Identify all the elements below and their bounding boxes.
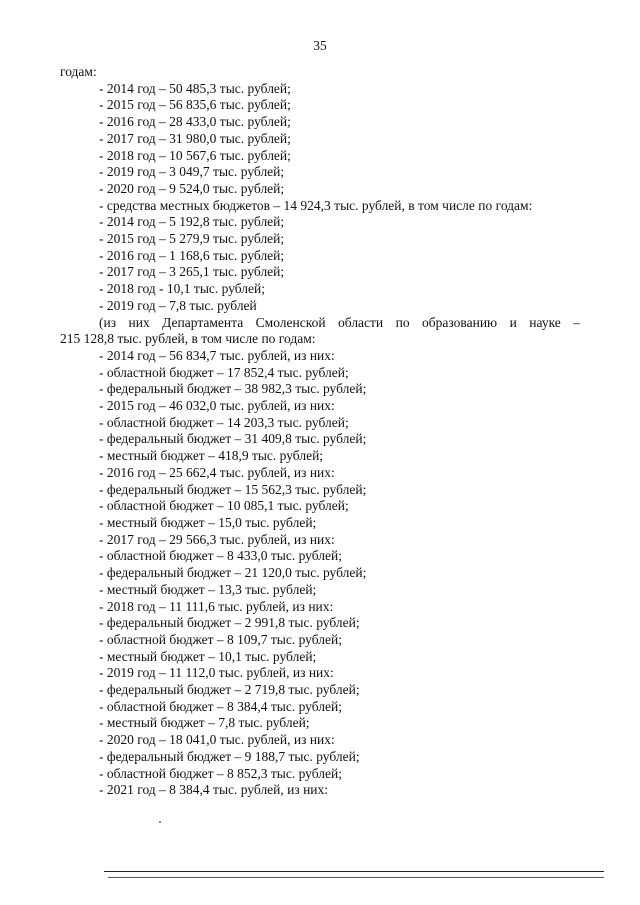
page-number: 35 xyxy=(313,38,327,53)
text-line: - 2017 год – 29 566,3 тыс. рублей, из них: xyxy=(99,531,335,547)
text-line: - областной бюджет – 8 852,3 тыс. рублей; xyxy=(99,765,342,781)
text-line: - 2019 год – 11 112,0 тыс. рублей, из них: xyxy=(99,665,334,681)
text-line: - областной бюджет – 8 109,7 тыс. рублей; xyxy=(99,631,342,647)
text-line: - местный бюджет – 10,1 тыс. рублей; xyxy=(99,648,317,664)
text-line: - федеральный бюджет – 15 562,3 тыс. рублей; xyxy=(99,481,367,497)
text-line: - 2019 год – 3 049,7 тыс. рублей; xyxy=(99,164,285,180)
text-line: - местный бюджет – 13,3 тыс. рублей; xyxy=(99,581,317,597)
text-line: - местный бюджет – 15,0 тыс. рублей; xyxy=(99,514,317,530)
footer-rule-secondary xyxy=(108,877,604,878)
text-line: (из них Департамента Смоленской области по образованию и науке – xyxy=(99,314,580,330)
text-line: - 2018 год – 10 567,6 тыс. рублей; xyxy=(99,147,291,163)
text-line: - 2015 год – 5 279,9 тыс. рублей; xyxy=(99,231,285,247)
text-line: 215 128,8 тыс. рублей, в том числе по годам: xyxy=(60,331,316,347)
text-line: - 2017 год – 31 980,0 тыс. рублей; xyxy=(99,130,291,146)
text-line: - областной бюджет – 8 384,4 тыс. рублей; xyxy=(99,698,342,714)
text-line: - областной бюджет – 17 852,4 тыс. рублей; xyxy=(99,364,349,380)
text-line: - 2020 год – 9 524,0 тыс. рублей; xyxy=(99,180,285,196)
text-line: - 2018 год – 11 111,6 тыс. рублей, из них: xyxy=(99,598,334,614)
text-line: - 2021 год – 8 384,4 тыс. рублей, из них: xyxy=(99,782,329,798)
text-line: - 2016 год – 28 433,0 тыс. рублей; xyxy=(99,114,291,130)
text-line: - 2015 год – 56 835,6 тыс. рублей; xyxy=(99,97,291,113)
text-line: - федеральный бюджет – 2 719,8 тыс. рублей; xyxy=(99,682,360,698)
text-line: - 2016 год – 1 168,6 тыс. рублей; xyxy=(99,247,285,263)
text-line: - областной бюджет – 14 203,3 тыс. рублей; xyxy=(99,414,349,430)
text-line: - федеральный бюджет – 38 982,3 тыс. рублей; xyxy=(99,381,367,397)
scan-speck xyxy=(159,821,161,823)
text-line: - 2014 год – 56 834,7 тыс. рублей, из них: xyxy=(99,347,335,363)
text-line: - 2014 год – 5 192,8 тыс. рублей; xyxy=(99,214,285,230)
text-line: - 2019 год – 7,8 тыс. рублей xyxy=(99,297,257,313)
document-body xyxy=(60,64,580,799)
text-line: - 2016 год – 25 662,4 тыс. рублей, из них: xyxy=(99,464,335,480)
text-line: - 2017 год – 3 265,1 тыс. рублей; xyxy=(99,264,285,280)
text-line: - федеральный бюджет – 31 409,8 тыс. рублей; xyxy=(99,431,367,447)
text-line: - федеральный бюджет – 21 120,0 тыс. рублей; xyxy=(99,565,367,581)
text-line: - местный бюджет – 7,8 тыс. рублей; xyxy=(99,715,310,731)
footer-rule xyxy=(104,871,604,872)
text-line: - 2018 год - 10,1 тыс. рублей; xyxy=(99,281,266,297)
text-line: годам: xyxy=(60,64,97,79)
text-line: - 2015 год – 46 032,0 тыс. рублей, из них: xyxy=(99,398,335,414)
text-line: - средства местных бюджетов – 14 924,3 тыс. рублей, в том числе по годам: xyxy=(99,197,533,213)
text-line: - областной бюджет – 8 433,0 тыс. рублей; xyxy=(99,548,342,564)
text-line: - 2014 год – 50 485,3 тыс. рублей; xyxy=(99,80,291,96)
text-line: - областной бюджет – 10 085,1 тыс. рублей; xyxy=(99,498,349,514)
text-line: - 2020 год – 18 041,0 тыс. рублей, из них: xyxy=(99,732,335,748)
text-line: - местный бюджет – 418,9 тыс. рублей; xyxy=(99,448,324,464)
text-line: - федеральный бюджет – 9 188,7 тыс. рублей; xyxy=(99,748,360,764)
text-line: - федеральный бюджет – 2 991,8 тыс. рублей; xyxy=(99,615,360,631)
